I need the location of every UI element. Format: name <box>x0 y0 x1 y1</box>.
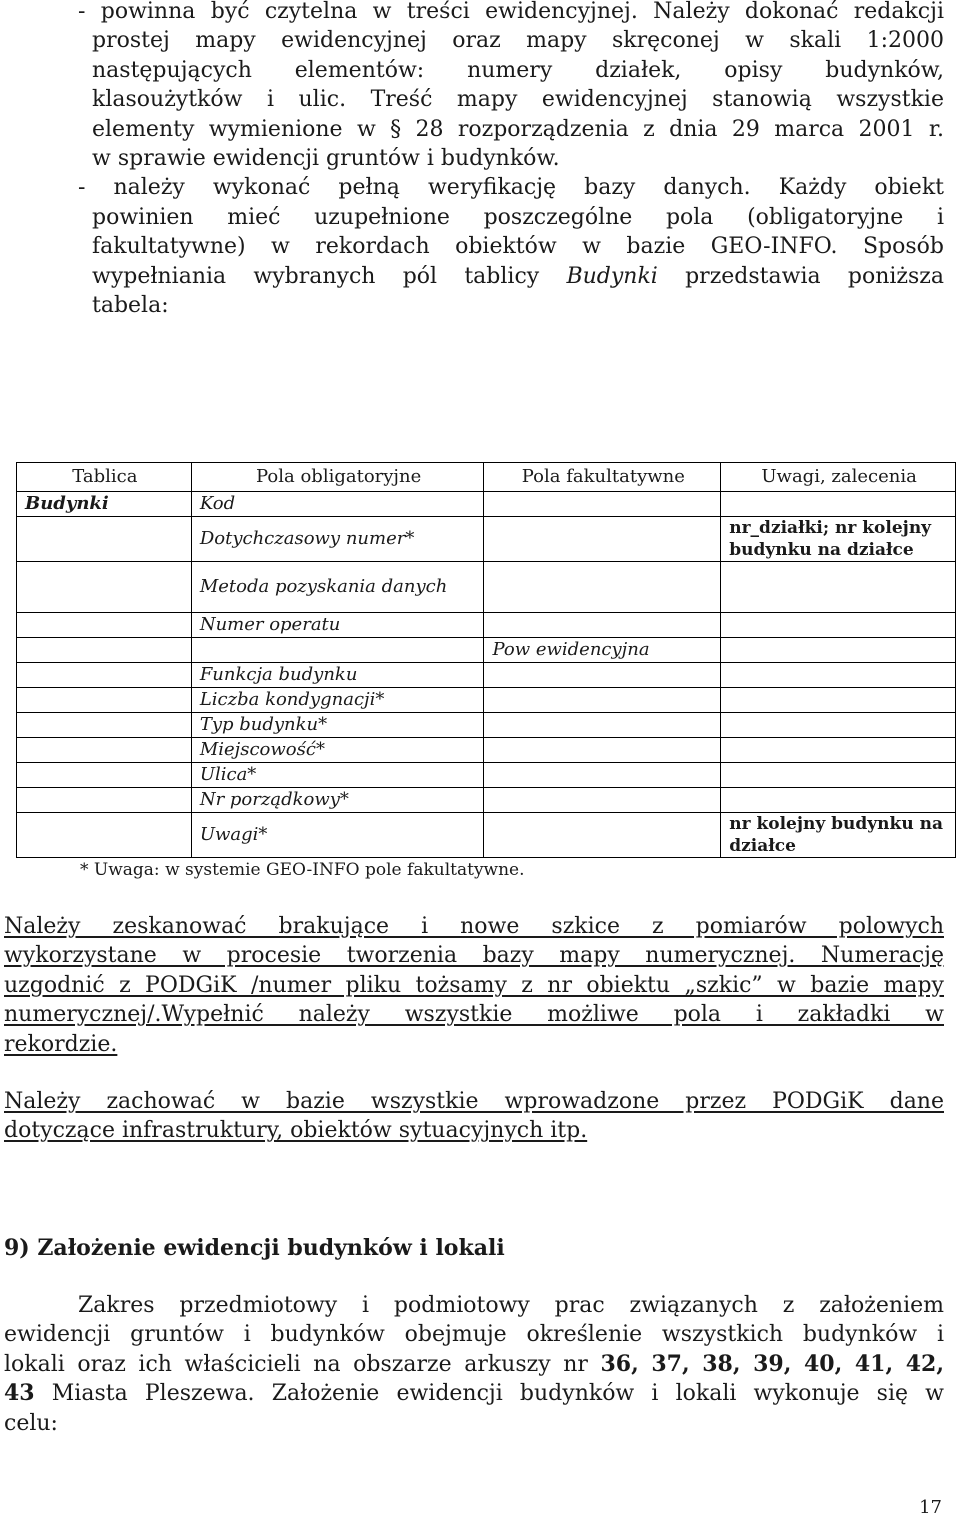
keep-line: Należy zachować w bazie wszystkie wprowadzone przez PODGiK dane <box>4 1089 944 1114</box>
table-row <box>17 663 956 688</box>
obligatory-cell: Uwagi* <box>191 813 484 858</box>
keep-paragraph <box>4 1087 944 1146</box>
obligatory-cell: Kod <box>191 492 484 517</box>
intro-line: prostej mapy ewidencyjnej oraz mapy skręconej w skali 1:2000 <box>92 28 944 54</box>
section-text: lokali oraz ich właścicieli na obszarze arkuszy nr <box>4 1351 601 1377</box>
section-line <box>4 1350 944 1379</box>
table-name-cell <box>17 562 192 613</box>
notes-cell <box>721 492 956 517</box>
optional-cell <box>484 517 721 562</box>
table-row <box>17 562 956 613</box>
obligatory-cell: Numer operatu <box>191 613 484 638</box>
optional-cell <box>484 713 721 738</box>
obligatory-cell: Miejscowość* <box>191 738 484 763</box>
notes-cell <box>721 738 956 763</box>
section-line <box>4 1379 944 1408</box>
optional-cell <box>484 492 721 517</box>
intro-line: tabela: <box>92 293 169 319</box>
notes-cell <box>721 562 956 613</box>
intro-line: - należy wykonać pełną weryfikację bazy danych. Każdy obiekt <box>78 175 944 201</box>
scan-line: wykorzystane w procesie tworzenia bazy mapy numerycznej. Numerację <box>4 943 944 969</box>
table-row <box>17 813 956 858</box>
obligatory-cell: Nr porządkowy* <box>191 788 484 813</box>
table-name-cell <box>17 738 192 763</box>
notes-cell <box>721 788 956 813</box>
optional-cell <box>484 688 721 713</box>
table-name-cell <box>17 613 192 638</box>
obligatory-cell: Funkcja budynku <box>191 663 484 688</box>
sheet-number: 39, <box>753 1350 792 1377</box>
scan-paragraph <box>4 912 944 1059</box>
table-header-row <box>17 463 956 492</box>
intro-line: powinien mieć uzupełnione poszczególne pola (obligatoryjne i <box>92 204 944 230</box>
obligatory-cell: Typ budynku* <box>191 713 484 738</box>
sheet-number: 42, <box>905 1350 945 1377</box>
section-paragraph <box>4 1291 944 1438</box>
table-header-cell: Tablica <box>17 463 192 492</box>
sheet-number: 37, <box>651 1350 690 1377</box>
table-name-cell <box>17 663 192 688</box>
table-row <box>17 613 956 638</box>
section-line: celu: <box>4 1410 58 1436</box>
notes-cell <box>721 763 956 788</box>
obligatory-cell <box>191 638 484 663</box>
intro-line: fakultatywne) w rekordach obiektów w bazie GEO-INFO. Sposób <box>92 234 944 260</box>
keep-line: dotyczące infrastruktury, obiektów sytuacyjnych itp. <box>4 1118 588 1144</box>
table-name-cell <box>17 638 192 663</box>
intro-line <box>92 262 944 291</box>
table-row <box>17 517 956 562</box>
obligatory-cell: Liczba kondygnacji* <box>191 688 484 713</box>
notes-cell <box>721 613 956 638</box>
optional-cell <box>484 763 721 788</box>
table-row <box>17 688 956 713</box>
intro-text: przedstawia poniższa <box>657 263 944 289</box>
optional-cell <box>484 613 721 638</box>
table-row <box>17 638 956 663</box>
table-name-cell <box>17 688 192 713</box>
scan-line: uzgodnić z PODGiK /numer pliku tożsamy z nr obiektu „szkic” w bazie mapy <box>4 972 944 998</box>
intro-line: elementy wymienione w § 28 rozporządzenia z dnia 29 marca 2001 r. <box>92 116 944 142</box>
sheet-number: 40, <box>804 1350 843 1377</box>
optional-cell <box>484 813 721 858</box>
intro-line: klasoużytków i ulic. Treść mapy ewidencyjnej stanowią wszystkie <box>92 87 944 113</box>
notes-cell: nr kolejny budynku na działce <box>721 813 956 858</box>
section-line: Zakres przedmiotowy i podmiotowy prac związanych z założeniem <box>78 1293 944 1318</box>
scan-line: Należy zeskanować brakujące i nowe szkice z pomiarów polowych <box>4 914 944 939</box>
optional-cell <box>484 738 721 763</box>
table-row <box>17 738 956 763</box>
optional-cell <box>484 562 721 613</box>
notes-cell <box>721 638 956 663</box>
sheet-number: 41, <box>854 1350 894 1377</box>
page-number: 17 <box>919 1497 942 1518</box>
table-footnote: * Uwaga: w systemie GEO-INFO pole fakultatywne. <box>80 860 525 880</box>
notes-cell <box>721 713 956 738</box>
sheet-number: 43 <box>4 1380 35 1407</box>
table-row <box>17 492 956 517</box>
section-text: Miasta Pleszewa. Założenie ewidencji budynków i lokali wykonuje się w <box>51 1381 945 1407</box>
scan-line: rekordzie. <box>4 1031 118 1057</box>
intro-line: w sprawie ewidencji gruntów i budynków. <box>92 146 560 172</box>
obligatory-cell: Ulica* <box>191 763 484 788</box>
scan-line: numerycznej/.Wypełnić należy wszystkie możliwe pola i zakładki w <box>4 1002 944 1028</box>
table-header-cell: Uwagi, zalecenia <box>721 463 956 492</box>
table-row <box>17 763 956 788</box>
obligatory-cell: Metoda pozyskania danych <box>191 562 484 613</box>
notes-cell <box>721 663 956 688</box>
table-row <box>17 713 956 738</box>
fields-table <box>16 462 956 858</box>
intro-paragraph <box>78 0 944 320</box>
table-name-cell: Budynki <box>17 492 192 517</box>
table-name-cell <box>17 813 192 858</box>
table-header-cell: Pola fakultatywne <box>484 463 721 492</box>
table-name-cell <box>17 713 192 738</box>
table-name-cell <box>17 763 192 788</box>
intro-text: wypełniania wybranych pól tablicy <box>92 263 567 289</box>
notes-cell: nr_działki; nr kolejny budynku na działce <box>721 517 956 562</box>
table-name-cell <box>17 788 192 813</box>
table-name-ref: Budynki <box>566 263 658 289</box>
sheet-number: 38, <box>702 1350 741 1377</box>
table-row <box>17 788 956 813</box>
table-name-cell <box>17 517 192 562</box>
optional-cell <box>484 788 721 813</box>
obligatory-cell: Dotychczasowy numer* <box>191 517 484 562</box>
notes-cell <box>721 688 956 713</box>
table-header-cell: Pola obligatoryjne <box>191 463 484 492</box>
section-line: ewidencji gruntów i budynków obejmuje określenie wszystkich budynków i <box>4 1322 944 1348</box>
sheet-number: 36, <box>600 1350 639 1377</box>
section-heading: 9) Założenie ewidencji budynków i lokali <box>4 1235 505 1261</box>
optional-cell: Pow ewidencyjna <box>484 638 721 663</box>
intro-line: następujących elementów: numery działek, opisy budynków, <box>92 57 944 83</box>
optional-cell <box>484 663 721 688</box>
intro-line: - powinna być czytelna w treści ewidencyjnej. Należy dokonać redakcji <box>78 0 944 24</box>
